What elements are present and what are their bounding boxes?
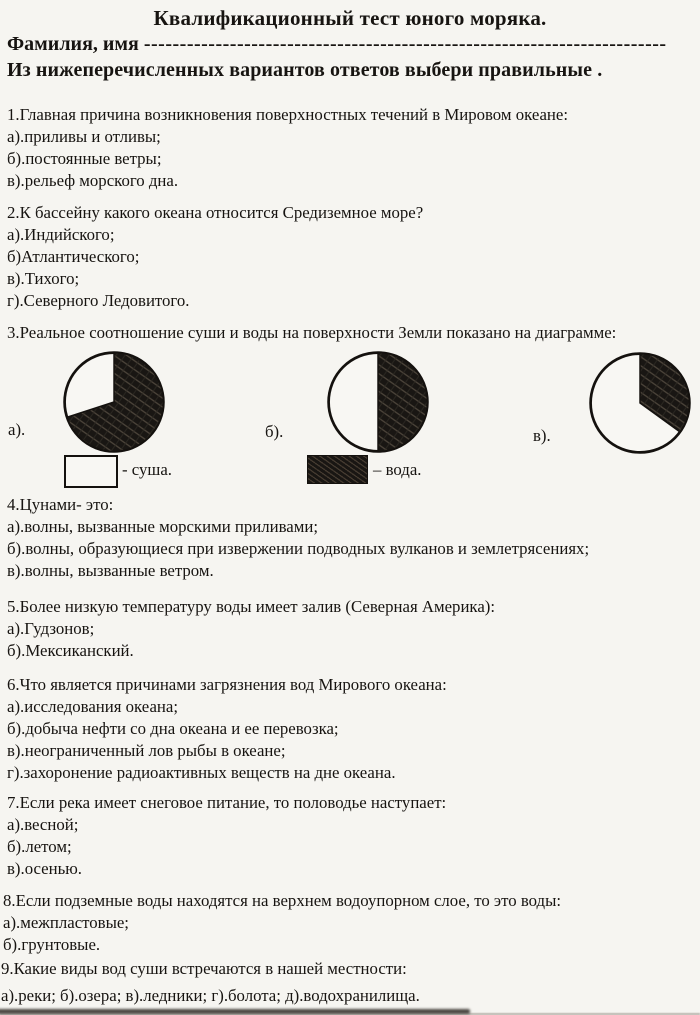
question-2 [7,202,686,312]
option: а).Гудзонов; [7,619,95,638]
name-line-label: Фамилия, имя [7,33,144,55]
question-text: 7.Если река имеет снеговое питание, то половодье наступает: [7,793,447,812]
question-text: 6.Что является причинами загрязнения вод Мирового океана: [7,675,447,694]
option: а).реки; б).озера; в).ледники; г).болота; д).водохранилища. [1,986,420,1005]
option: г).захоронение радиоактивных веществ на дне океана. [7,763,396,782]
question-7 [7,792,686,880]
question-text: 2.К бассейну какого океана относится Средиземное море? [7,203,424,222]
pie-chart-a [62,350,166,454]
option: а).волны, вызванные морскими приливами; [7,517,318,536]
question-8 [3,890,686,956]
option: а).Индийского; [7,225,115,244]
option: в).осенью. [7,859,82,878]
option: в).неограниченный лов рыбы в океане; [7,741,286,760]
page-title: Квалификационный тест юного моряка. [153,6,547,30]
instruction-text: Из нижеперечисленных вариантов ответов выбери правильные . [7,59,603,81]
question-3 [7,322,686,344]
option: г).Северного Ледовитого. [7,291,190,310]
pie-a-label: а). [8,420,26,439]
legend-land-swatch [64,455,118,488]
question-4 [7,494,686,582]
question-5 [7,596,686,662]
question-text: 9.Какие виды вод суши встречаются в нашей местности: [1,959,407,978]
option: б).летом; [7,837,72,856]
question-text: 4.Цунами- это: [7,495,114,514]
legend-land-label: - суша. [122,460,172,479]
question-text: 8.Если подземные воды находятся на верхнем водоупорном слое, то это воды: [3,891,562,910]
pie-v-label: в). [533,426,551,445]
option: в).волны, вызванные ветром. [7,561,214,580]
scan-artifact-dark [0,1009,470,1014]
option: а).приливы и отливы; [7,127,161,146]
legend-water-label: – вода. [373,460,422,479]
option: б)Атлантического; [7,247,140,266]
question-text: 5.Более низкую температуру воды имеет залив (Северная Америка): [7,597,496,616]
question-text: 3.Реальное соотношение суши и воды на поверхности Земли показано на диаграмме: [7,323,617,342]
option: а).весной; [7,815,79,834]
legend-water-swatch [308,456,367,483]
option: б).добыча нефти со дна океана и ее перевозка; [7,719,339,738]
name-line [7,33,697,56]
question-9 [1,958,686,1007]
option: б).грунтовые. [3,935,101,954]
option: в).Тихого; [7,269,80,288]
option: а).исследования океана; [7,697,178,716]
pie-chart-v [588,351,692,455]
question-1 [7,104,686,192]
option: б).постоянные ветры; [7,149,162,168]
option: б).волны, образующиеся при извержении подводных вулканов и землетрясениях; [7,539,590,558]
pie-chart-b [326,350,430,454]
question-6 [7,674,686,784]
option: в).рельеф морского дна. [7,171,179,190]
option: а).межпластовые; [3,913,129,932]
question-text: 1.Главная причина возникновения поверхностных течений в Мировом океане: [7,105,569,124]
name-blank-dashes: ------------------------------------------------------------------------- [143,33,667,55]
option: б).Мексиканский. [7,641,134,660]
pie-b-label: б). [265,422,284,441]
